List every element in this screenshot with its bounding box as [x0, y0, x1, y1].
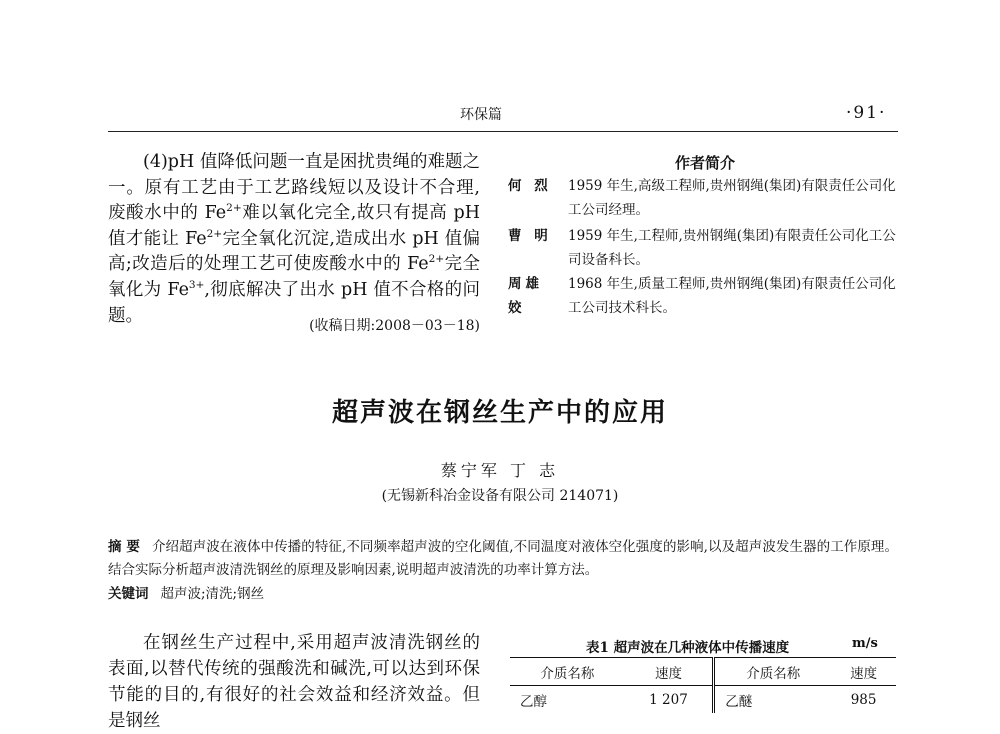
article-title: 超声波在钢丝生产中的应用	[331, 398, 668, 428]
table-header-cell: 介质名称	[540, 665, 595, 682]
para-text-5: ,彻底解决了出水 pH 值不合格的问题。	[108, 279, 480, 326]
article-authors: 蔡宁军 丁 志	[440, 461, 560, 480]
abstract	[108, 536, 898, 582]
para-text-1: (4)pH 值降低问题一直是困扰贵绳的难题之一。原有工艺由于工艺路线短以及设计不合理,废酸水中的 Fe	[108, 152, 480, 224]
keywords	[108, 582, 264, 602]
abstract-text: 介绍超声波在液体中传播的特征,不同频率超声波的空化阈值,不同温度对液体空化强度的影响,以及超声波发生器的工作原理。结合实际分析超声波清洗钢丝的原理及影响因素,说明超声波清洗的功率计算方法。	[108, 539, 899, 578]
abstract-label: 摘 要	[108, 539, 140, 555]
para-text-2: 难以氧化完全,故只有提高 pH 值才能让 Fe	[108, 203, 480, 249]
para-text-4: 完全氧化为 Fe	[108, 254, 481, 300]
author-bio-entry	[508, 225, 903, 272]
author-bio-name: 周雄姣	[508, 276, 543, 316]
table-cell: 1 207	[625, 686, 714, 714]
author-bio-text: 1968 年生,质量工程师,贵州钢绳(集团)有限责任公司化工公司技术科长。	[568, 276, 896, 316]
author-bio-entry	[508, 175, 903, 222]
keywords-text: 超声波;清洗;钢丝	[160, 586, 265, 602]
keywords-label: 关键词	[108, 586, 149, 602]
table-header-row	[510, 658, 896, 686]
table-header-cell: 速度	[625, 658, 714, 686]
author-bio-name: 何 烈	[508, 178, 552, 194]
author-bio-text: 1959 年生,工程师,贵州钢绳(集团)有限责任公司化工公司设备科长。	[568, 228, 896, 268]
superscript: 3+	[188, 279, 205, 292]
author-bio-heading: 作者简介	[674, 154, 735, 172]
table-cell: 985	[850, 691, 877, 708]
table-row	[510, 686, 896, 714]
table-cell: 乙醇	[520, 693, 547, 710]
author-bio-text: 1959 年生,高级工程师,贵州钢绳(集团)有限责任公司化工公司经理。	[568, 178, 896, 218]
running-head: 环保篇	[460, 107, 502, 123]
sound-speed-table	[510, 657, 896, 713]
received-date: (收稿日期:2008－03－18)	[309, 318, 480, 334]
table-caption: 表1 超声波在几种液体中传播速度	[586, 640, 790, 656]
table-header-cell: 速度	[850, 665, 878, 682]
table-unit: m/s	[852, 636, 878, 651]
article-affiliation: (无锡新科冶金设备有限公司 214071)	[381, 488, 619, 504]
superscript: 2+	[206, 227, 223, 240]
body-paragraph: 在钢丝生产过程中,采用超声波清洗钢丝的表面,以替代传统的强酸洗和碱洗,可以达到环保节能的目的,有很好的社会效益和经济效益。但是钢丝	[108, 633, 480, 731]
para-text-3: 完全氧化沉淀,造成出水 pH 值偏高;改造后的处理工艺可使废酸水中的 Fe	[108, 228, 480, 275]
author-bio-entry	[508, 273, 903, 320]
superscript: 2+	[226, 202, 242, 215]
page-number: ·91·	[846, 103, 887, 123]
header-rule	[108, 131, 898, 132]
superscript: 2+	[428, 253, 445, 266]
author-bio-name: 曹 明	[508, 228, 552, 244]
left-column-paragraph	[108, 150, 480, 329]
table-cell: 乙醚	[725, 693, 753, 710]
table-header-cell: 介质名称	[746, 665, 801, 682]
